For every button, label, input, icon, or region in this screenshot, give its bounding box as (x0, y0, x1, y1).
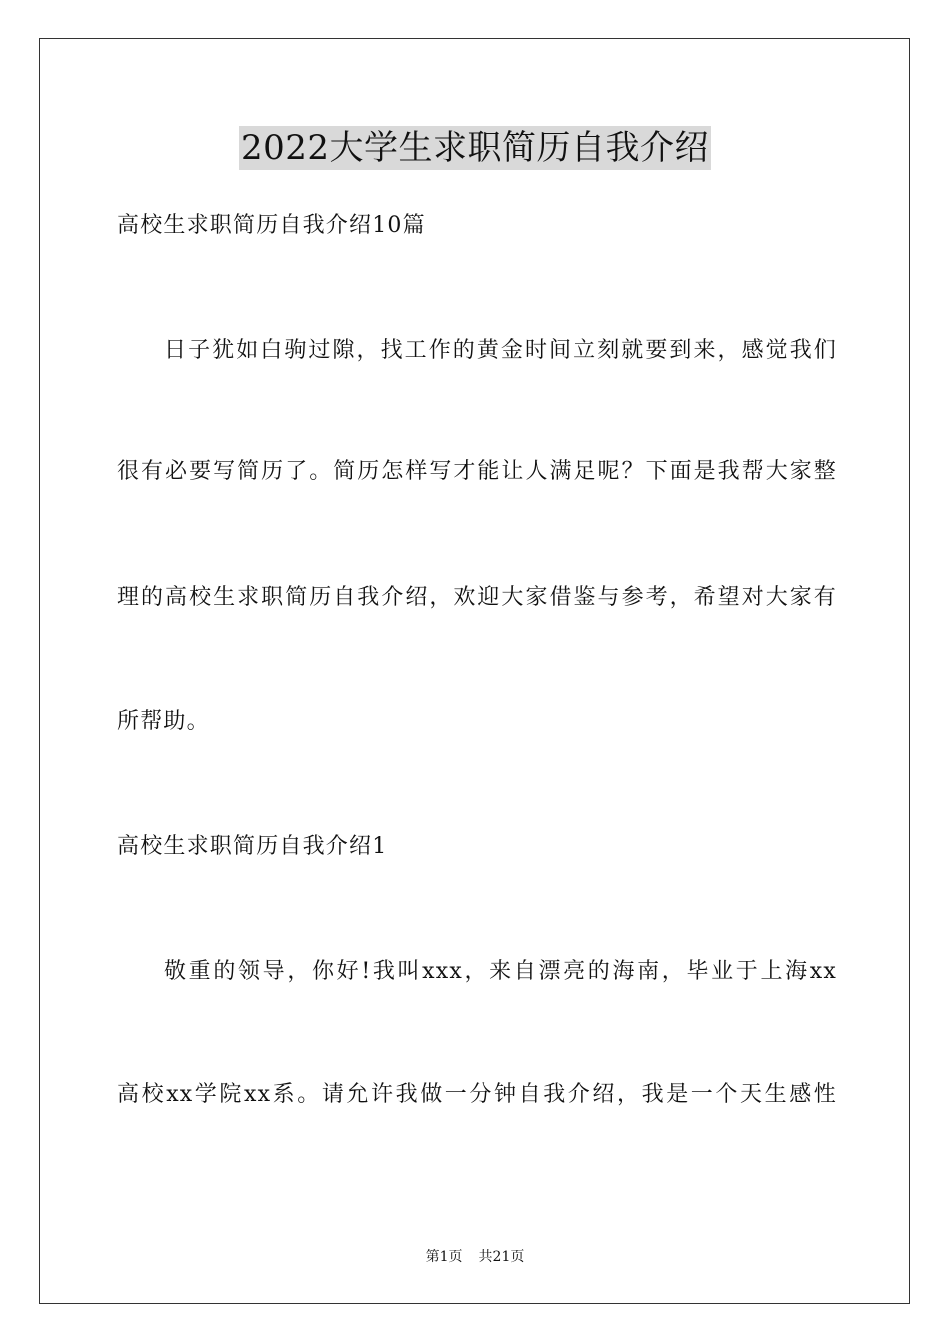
paragraph-line: 很有必要写简历了。简历怎样写才能让人满足呢？下面是我帮大家整 (117, 459, 837, 484)
page-footer (0, 1247, 950, 1267)
section-heading: 高校生求职简历自我介绍1 (117, 834, 388, 859)
paragraph-line: 所帮助。 (117, 709, 210, 734)
subtitle-line: 高校生求职简历自我介绍10篇 (117, 213, 426, 238)
page-number: 第1页 (425, 1249, 463, 1265)
paragraph-line: 日子犹如白驹过隙，找工作的黄金时间立刻就要到来，感觉我们 (164, 338, 837, 363)
document-title-text: 2022大学生求职简历自我介绍 (240, 128, 710, 168)
document-title (0, 126, 950, 170)
page-total: 共21页 (478, 1249, 525, 1265)
paragraph-line: 高校xx学院xx系。请允许我做一分钟自我介绍，我是一个天生感性 (117, 1082, 837, 1107)
paragraph-line: 敬重的领导，你好!我叫xxx，来自漂亮的海南，毕业于上海xx (164, 959, 837, 984)
paragraph-line: 理的高校生求职简历自我介绍，欢迎大家借鉴与参考，希望对大家有 (117, 585, 837, 610)
